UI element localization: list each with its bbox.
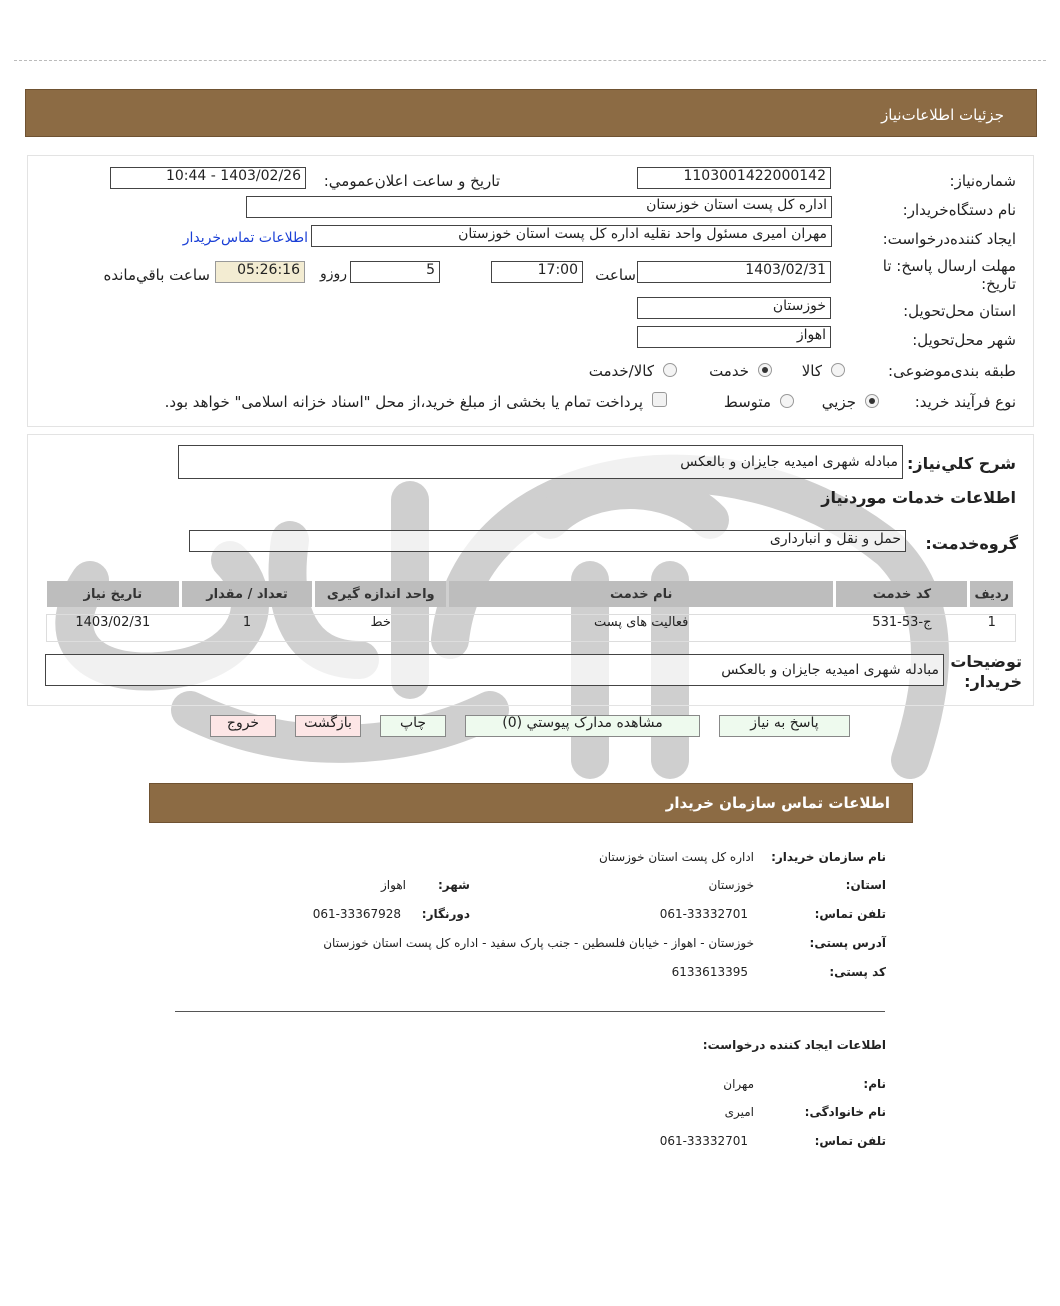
buyer-org-label: نام دستگاه‌خريدار: <box>902 201 1016 219</box>
buyer-notes-field: مبادله شهری امیدیه جایزان و بالعکس <box>45 654 944 686</box>
category-option-service: خدمت <box>709 362 749 380</box>
deadline-label: مهلت ارسال پاسخ: تا تاريخ: <box>882 257 1016 293</box>
payment-note: پرداخت تمام يا بخشی از مبلغ خريد،از محل "اسناد خزانه اسلامی" خواهد بود. <box>164 393 643 411</box>
creator-name: مهران <box>723 1077 754 1091</box>
deadline-time-field: 17:00 <box>491 261 583 283</box>
buyer-org-field: اداره کل پست استان خوزستان <box>246 196 832 218</box>
page-header <box>25 89 1037 137</box>
need-number-label: شماره‌نياز: <box>949 172 1016 190</box>
contact-city-label: شهر: <box>438 878 470 892</box>
deadline-date-field: 1403/02/31 <box>637 261 831 283</box>
col-need-date: تاريخ نياز <box>47 581 179 607</box>
process-option-medium: متوسط <box>723 393 771 411</box>
buyer-notes-label: توضيحات خريدار: <box>950 652 1022 691</box>
print-button[interactable]: چاپ <box>380 715 446 737</box>
process-radio-medium[interactable] <box>780 394 794 408</box>
contact-header <box>149 783 913 823</box>
category-radio-service[interactable] <box>758 363 772 377</box>
contact-divider <box>175 1011 885 1012</box>
category-option-goods-service: کالا/خدمت <box>588 362 654 380</box>
exit-button[interactable]: خروج <box>210 715 276 737</box>
buyer-contact-link[interactable]: اطلاعات تماس‌خريدار <box>182 230 308 246</box>
remaining-time-field: 05:26:16 <box>215 261 305 283</box>
city-field: اهواز <box>637 326 831 348</box>
dotted-separator <box>14 60 1046 61</box>
contact-address: خوزستان - اهواز - خيابان فلسطين - جنب پارک سفيد - اداره کل پست استان خوزستان <box>323 936 754 950</box>
creator-phone-label: تلفن تماس: <box>814 1134 886 1148</box>
table-row-border <box>46 614 1016 642</box>
category-radio-goods-service[interactable] <box>663 363 677 377</box>
col-quantity: تعداد / مقدار <box>182 581 313 607</box>
creator-section-title: اطلاعات ايجاد كننده درخواست: <box>702 1038 886 1052</box>
contact-phone: 061-33332701 <box>659 907 748 921</box>
process-label: نوع فرآيند خريد: <box>914 393 1016 411</box>
services-section-title: اطلاعات خدمات موردنياز <box>821 488 1016 507</box>
general-desc-field: مبادله شهری امیدیه جایزان و بالعکس <box>178 445 903 479</box>
contact-postal: 6133613395 <box>671 965 748 979</box>
view-documents-button[interactable]: مشاهده مدارک پيوستي (0) <box>465 715 700 737</box>
process-option-minor: جزيي <box>821 393 856 411</box>
creator-label: ايجاد کننده‌درخواست: <box>882 230 1016 248</box>
category-radio-goods[interactable] <box>831 363 845 377</box>
col-service-name: نام خدمت <box>449 581 833 607</box>
province-field: خوزستان <box>637 297 831 319</box>
page-title: جزئيات اطلاعات‌نياز <box>881 106 1004 124</box>
contact-city: اهواز <box>381 878 406 892</box>
contact-phone-label: تلفن تماس: <box>814 907 886 921</box>
days-label: روزو <box>319 266 347 282</box>
creator-phone: 061-33332701 <box>659 1134 748 1148</box>
creator-name-label: نام: <box>863 1077 886 1091</box>
service-group-field: حمل و نقل و انبارداری <box>189 530 906 552</box>
treasury-payment-checkbox[interactable] <box>652 392 667 407</box>
contact-title: اطلاعات تماس سازمان خريدار <box>665 794 890 812</box>
col-row-number: رديف <box>970 581 1013 607</box>
days-field: 5 <box>350 261 440 283</box>
creator-field: مهران اميری مسئول واحد نقلیه اداره کل پست استان خوزستان <box>311 225 832 247</box>
contact-org: اداره کل پست استان خوزستان <box>598 850 754 864</box>
remaining-label: ساعت باقي‌مانده <box>103 266 210 284</box>
category-label: طبقه بندی‌موضوعی: <box>888 362 1016 380</box>
contact-province: خوزستان <box>708 878 754 892</box>
service-group-label: گروه‌خدمت: <box>925 534 1018 553</box>
contact-province-label: استان: <box>845 878 886 892</box>
need-number-field: 1103001422000142 <box>637 167 831 189</box>
announce-date-label: تاريخ و ساعت اعلان‌عمومي: <box>323 172 500 190</box>
table-row: 1 ج-53-531 فعالیت های پست خط 1 1403/02/31 <box>75 614 996 630</box>
contact-org-label: نام سازمان خريدار: <box>771 850 886 864</box>
city-label: شهر محل‌تحويل: <box>912 331 1016 349</box>
province-label: استان محل‌تحويل: <box>903 302 1016 320</box>
contact-postal-label: کد پستی: <box>829 965 886 979</box>
contact-address-label: آدرس پستی: <box>809 936 886 950</box>
announce-date-field: 1403/02/26 - 10:44 <box>110 167 306 189</box>
creator-family-label: نام خانوادگی: <box>804 1105 886 1119</box>
creator-family: اميری <box>724 1105 754 1119</box>
col-service-code: کد خدمت <box>836 581 967 607</box>
reply-button[interactable]: پاسخ به نياز <box>719 715 850 737</box>
general-desc-label: شرح کلي‌نياز: <box>907 454 1016 473</box>
back-button[interactable]: بازگشت <box>295 715 361 737</box>
category-option-goods: کالا <box>801 362 822 380</box>
process-radio-minor[interactable] <box>865 394 879 408</box>
contact-fax-label: دورنگار: <box>421 907 470 921</box>
col-unit: واحد اندازه گيری <box>315 581 446 607</box>
contact-fax: 061-33367928 <box>312 907 401 921</box>
deadline-time-label: ساعت <box>595 266 636 284</box>
